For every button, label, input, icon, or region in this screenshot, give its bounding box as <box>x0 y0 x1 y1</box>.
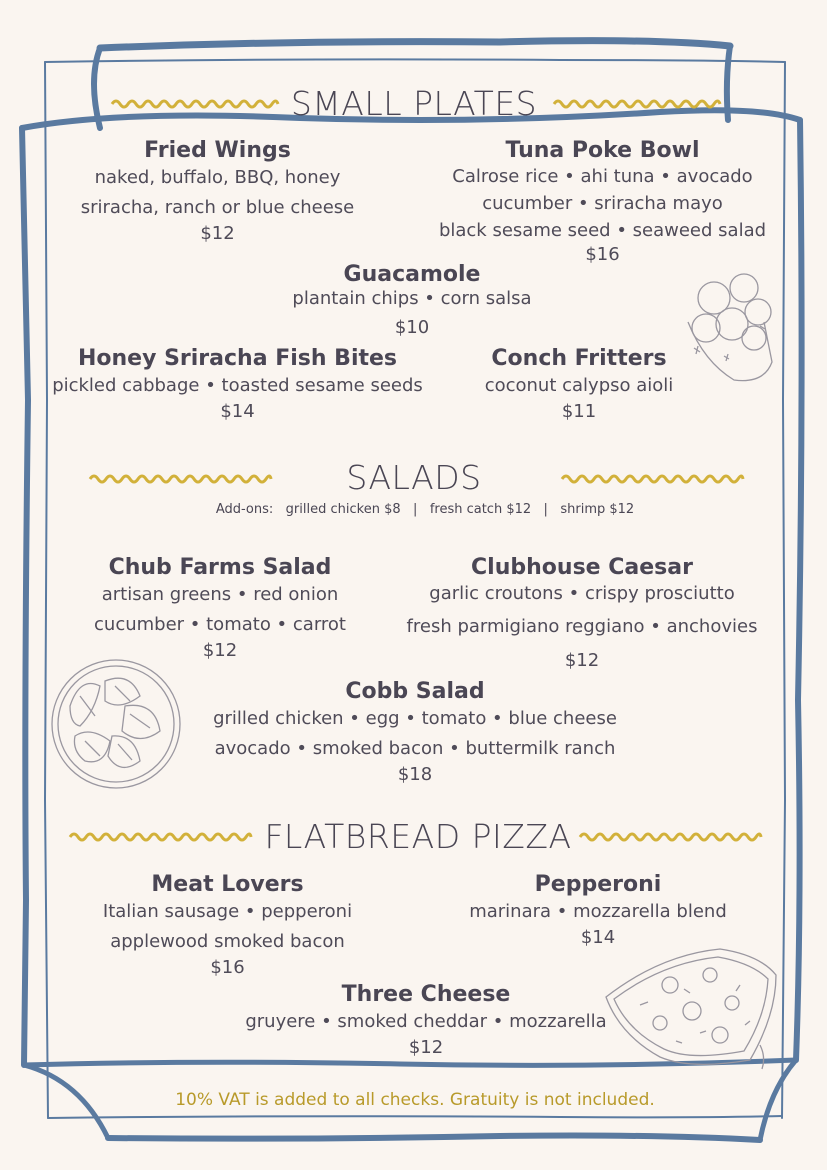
item-name: Honey Sriracha Fish Bites <box>77 346 398 371</box>
menu-item-three-cheese <box>220 982 632 1058</box>
item-name: Cobb Salad <box>345 679 485 704</box>
rope-divider <box>110 98 280 110</box>
item-desc: applewood smoked bacon <box>110 931 345 952</box>
vat-note: 10% VAT is added to all checks. Gratuity is not included. <box>175 1090 655 1110</box>
item-name: Clubhouse Caesar <box>471 555 693 580</box>
item-desc: pickled cabbage • toasted sesame seeds <box>52 375 423 396</box>
rope-divider <box>578 831 763 843</box>
item-desc: gruyere • smoked cheddar • mozzarella <box>245 1011 607 1032</box>
item-price: $12 <box>564 650 600 671</box>
menu-item-meat-lovers <box>70 872 385 978</box>
item-desc: cucumber • tomato • carrot <box>94 614 346 635</box>
menu-item-tuna-poke-bowl <box>420 138 785 265</box>
item-price: $10 <box>394 317 430 338</box>
rope-divider <box>88 473 273 485</box>
item-name: Three Cheese <box>341 982 511 1007</box>
addon-item: grilled chicken $8 <box>285 502 401 517</box>
menu-item-pepperoni <box>440 872 756 948</box>
item-desc: plantain chips • corn salsa <box>292 288 532 309</box>
addon-item: fresh catch $12 <box>429 502 532 517</box>
menu-item-guacamole <box>262 262 562 338</box>
item-name: Pepperoni <box>534 872 662 897</box>
section-title-small-plates: SMALL PLATES <box>290 84 538 123</box>
item-name: Chub Farms Salad <box>108 555 332 580</box>
addons-label: Add-ons: <box>215 502 274 517</box>
section-title-salads: SALADS <box>346 458 482 497</box>
item-name: Guacamole <box>343 262 481 287</box>
item-desc: marinara • mozzarella blend <box>469 901 727 922</box>
item-price: $14 <box>580 927 616 948</box>
menu-item-conch-fritters <box>460 346 698 422</box>
item-name: Meat Lovers <box>151 872 304 897</box>
section-title-flatbread-pizza: FLATBREAD PIZZA <box>264 817 572 856</box>
menu-item-fried-wings <box>40 138 395 244</box>
salad-addons <box>150 502 700 517</box>
item-name: Conch Fritters <box>491 346 667 371</box>
item-desc: Italian sausage • pepperoni <box>102 901 353 922</box>
rope-divider <box>560 473 745 485</box>
item-name: Tuna Poke Bowl <box>505 138 700 163</box>
item-desc: black sesame seed • seaweed salad <box>438 220 767 241</box>
menu-item-cobb-salad <box>190 679 640 785</box>
item-desc: cucumber • sriracha mayo <box>482 193 723 214</box>
item-desc: coconut calypso aioli <box>484 375 674 396</box>
menu-item-honey-sriracha-fish-bites <box>40 346 435 422</box>
rope-divider <box>552 98 722 110</box>
menu-item-clubhouse-caesar <box>388 555 776 671</box>
item-price: $12 <box>408 1037 444 1058</box>
item-desc: naked, buffalo, BBQ, honey <box>94 167 341 188</box>
rope-divider <box>68 831 253 843</box>
item-desc: sriracha, ranch or blue cheese <box>80 197 355 218</box>
item-price: $18 <box>397 764 433 785</box>
item-price: $14 <box>220 401 255 422</box>
item-desc: avocado • smoked bacon • buttermilk ranch <box>214 738 616 759</box>
addon-separator: | <box>413 502 418 517</box>
item-name: Fried Wings <box>144 138 291 163</box>
item-desc: fresh parmigiano reggiano • anchovies <box>406 616 758 637</box>
addon-item: shrimp $12 <box>560 502 635 517</box>
item-desc: Calrose rice • ahi tuna • avocado <box>452 166 753 187</box>
menu-item-chub-farms-salad <box>60 555 380 661</box>
item-price: $16 <box>585 244 620 265</box>
item-desc: garlic croutons • crispy prosciutto <box>429 583 735 604</box>
item-desc: artisan greens • red onion <box>101 584 339 605</box>
item-price: $12 <box>202 640 238 661</box>
addon-separator: | <box>543 502 548 517</box>
item-desc: grilled chicken • egg • tomato • blue cheese <box>213 708 617 729</box>
item-price: $16 <box>210 957 245 978</box>
item-price: $11 <box>561 401 597 422</box>
salad-bowl-illustration <box>50 656 182 792</box>
item-price: $12 <box>200 223 235 244</box>
